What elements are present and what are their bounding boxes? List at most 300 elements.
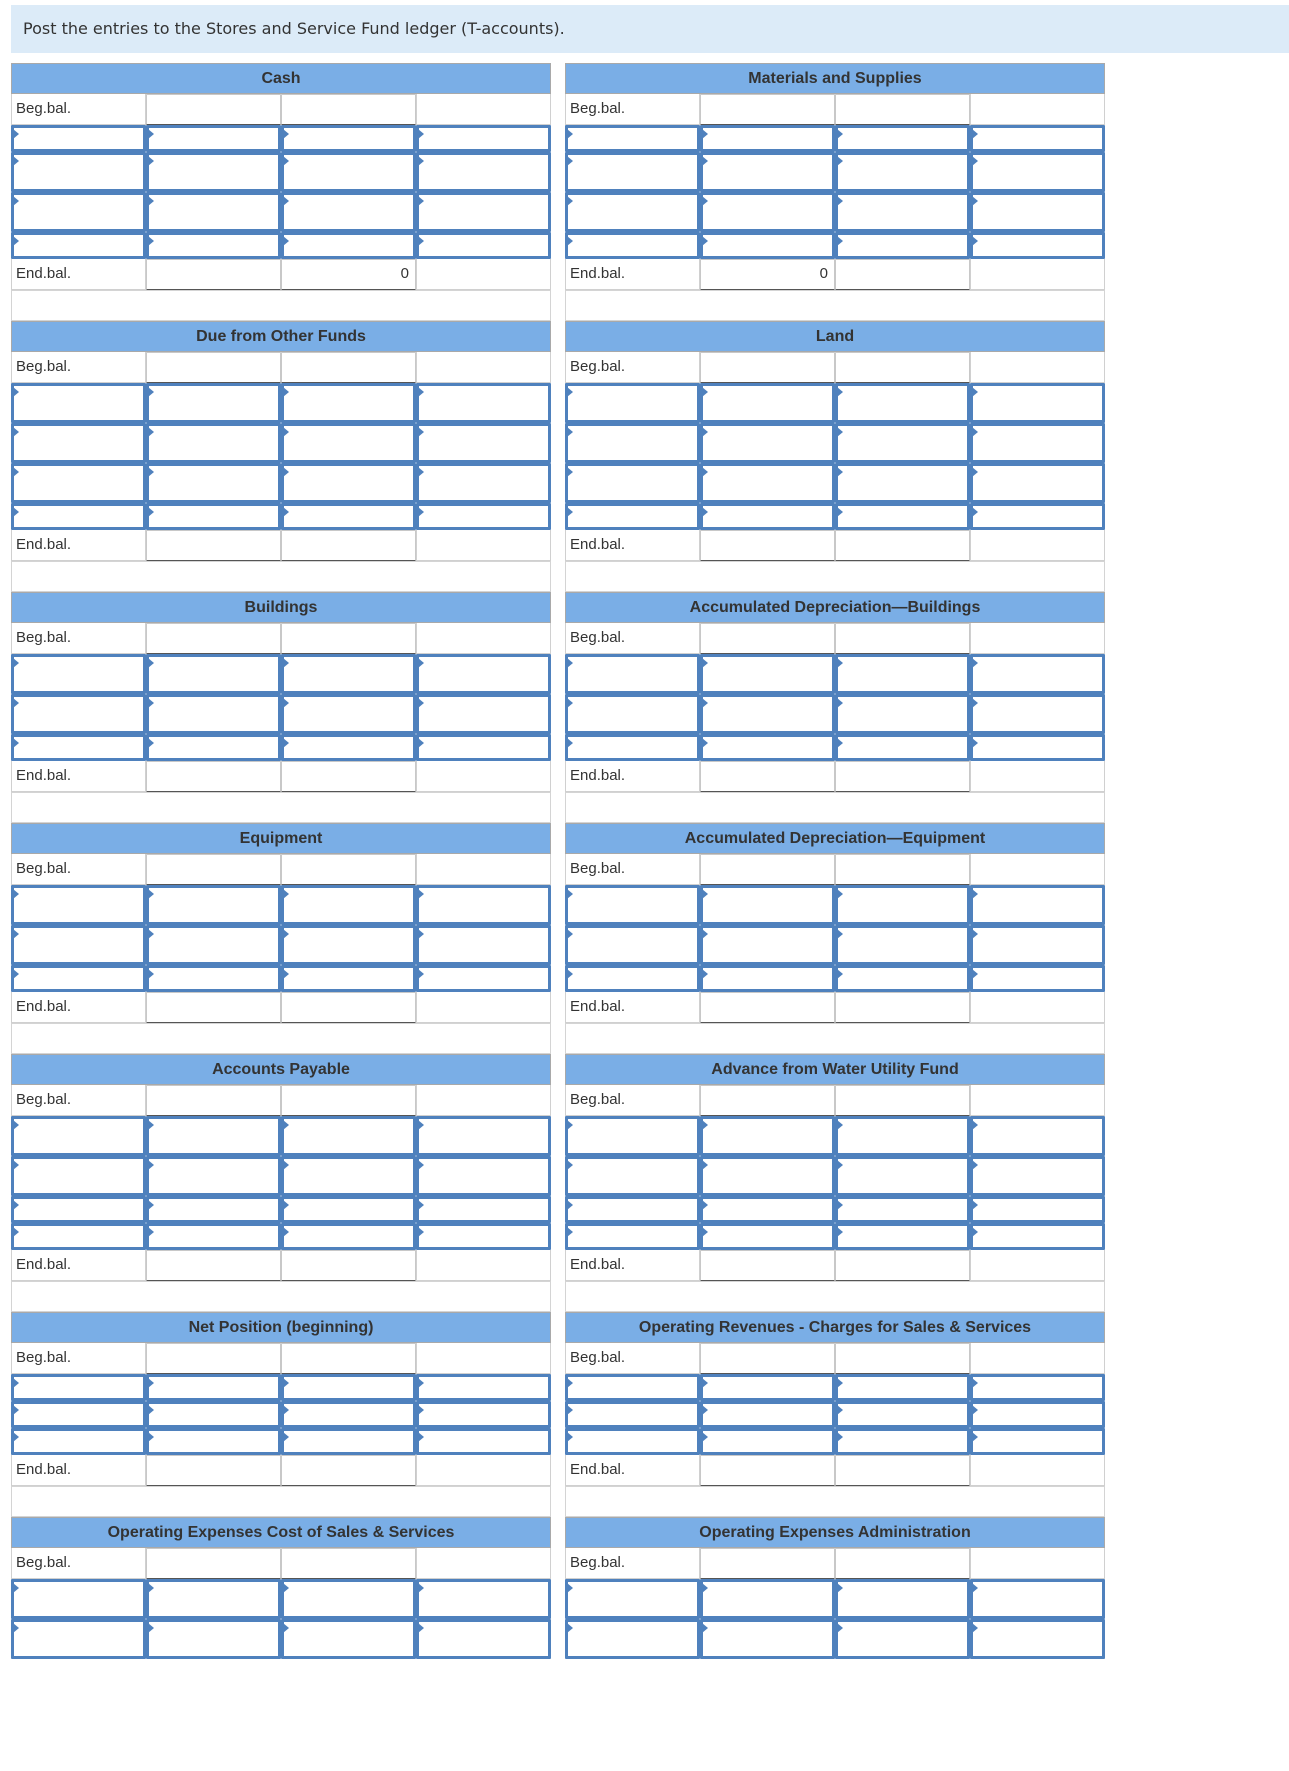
entry-ref-input[interactable]	[970, 1428, 1105, 1455]
spacer-cell	[565, 1486, 1105, 1517]
entry-debit-input[interactable]	[146, 734, 281, 761]
entry-credit-input[interactable]	[835, 463, 970, 503]
entry-credit-input[interactable]	[835, 1116, 970, 1156]
end-credit-input[interactable]	[281, 761, 416, 792]
entry-debit-input[interactable]	[700, 1619, 835, 1659]
beg-debit-input[interactable]	[700, 623, 835, 654]
entry-ref-input[interactable]	[416, 1579, 551, 1619]
end-credit-input[interactable]	[835, 1455, 970, 1486]
t-account	[11, 823, 551, 1023]
beg-balance-row	[11, 1343, 551, 1374]
account-pair	[11, 1517, 1105, 1659]
spacer-cell	[11, 1023, 551, 1054]
entry-ref-input[interactable]	[565, 1401, 700, 1428]
entry-ref-input[interactable]	[565, 423, 700, 463]
entry-ref-input[interactable]	[565, 1156, 700, 1196]
beg-credit-input[interactable]	[835, 94, 970, 125]
entry-debit-input[interactable]	[146, 503, 281, 530]
entry-ref-input[interactable]	[970, 885, 1105, 925]
entry-credit-input[interactable]	[835, 1223, 970, 1250]
entry-credit-input[interactable]	[281, 1196, 416, 1223]
entry-debit-input[interactable]	[700, 1196, 835, 1223]
entry-row	[565, 654, 1105, 694]
entry-debit-input[interactable]	[700, 1156, 835, 1196]
beg-credit-input[interactable]	[835, 1343, 970, 1374]
beg-balance-row	[565, 623, 1105, 654]
entry-credit-input[interactable]	[835, 503, 970, 530]
end-credit-input[interactable]	[281, 1250, 416, 1281]
entry-credit-input[interactable]	[281, 734, 416, 761]
beg-balance-row	[565, 94, 1105, 125]
end-balance-row	[11, 761, 551, 792]
beg-credit-input[interactable]	[835, 1548, 970, 1579]
account-title: Accumulated Depreciation—Buildings	[565, 592, 1105, 623]
entry-debit-input[interactable]	[700, 1223, 835, 1250]
entry-row	[565, 1619, 1105, 1659]
entry-debit-input[interactable]	[700, 463, 835, 503]
end-credit-input[interactable]	[281, 259, 416, 290]
end-debit-input[interactable]	[700, 761, 835, 792]
entry-ref-input[interactable]	[565, 125, 700, 152]
entry-row	[11, 1156, 551, 1196]
entry-ref-input[interactable]	[11, 1401, 146, 1428]
entry-ref-input[interactable]	[416, 885, 551, 925]
entry-ref-input[interactable]	[416, 1116, 551, 1156]
entry-ref-input[interactable]	[11, 1116, 146, 1156]
blank-cell	[970, 352, 1105, 383]
spacer-cell	[565, 1023, 1105, 1054]
entry-credit-input[interactable]	[835, 1428, 970, 1455]
entry-debit-input[interactable]	[700, 1579, 835, 1619]
entry-credit-input[interactable]	[281, 232, 416, 259]
account-pair	[11, 63, 1105, 290]
end-debit-value: 0	[819, 265, 828, 282]
entry-credit-input[interactable]	[835, 383, 970, 423]
entry-ref-input[interactable]	[11, 734, 146, 761]
entry-credit-input[interactable]	[835, 1156, 970, 1196]
entry-debit-input[interactable]	[146, 125, 281, 152]
entry-ref-input[interactable]	[416, 1196, 551, 1223]
entry-debit-input[interactable]	[146, 694, 281, 734]
entry-ref-input[interactable]	[565, 192, 700, 232]
t-account	[565, 63, 1105, 290]
entry-debit-input[interactable]	[700, 423, 835, 463]
entry-ref-input[interactable]	[416, 925, 551, 965]
entry-credit-input[interactable]	[281, 423, 416, 463]
entry-ref-input[interactable]	[11, 965, 146, 992]
entry-debit-input[interactable]	[146, 192, 281, 232]
end-credit-input[interactable]	[835, 1250, 970, 1281]
end-debit-input[interactable]	[146, 1455, 281, 1486]
entry-debit-input[interactable]	[146, 925, 281, 965]
entry-credit-input[interactable]	[835, 654, 970, 694]
entry-ref-input[interactable]	[970, 654, 1105, 694]
entry-debit-input[interactable]	[700, 965, 835, 992]
account-title: Operating Expenses Administration	[565, 1517, 1105, 1548]
entry-ref-input[interactable]	[565, 152, 700, 192]
beg-debit-input[interactable]	[700, 1343, 835, 1374]
entry-debit-input[interactable]	[146, 965, 281, 992]
entry-ref-input[interactable]	[970, 1116, 1105, 1156]
entry-ref-input[interactable]	[970, 192, 1105, 232]
end-balance-row	[565, 1250, 1105, 1281]
entry-ref-input[interactable]	[565, 1619, 700, 1659]
entry-credit-input[interactable]	[835, 1374, 970, 1401]
entry-debit-input[interactable]	[700, 694, 835, 734]
entry-debit-input[interactable]	[146, 654, 281, 694]
beg-credit-input[interactable]	[281, 94, 416, 125]
end-balance-row	[11, 1455, 551, 1486]
entry-ref-input[interactable]	[416, 423, 551, 463]
entry-debit-input[interactable]	[700, 1374, 835, 1401]
entry-ref-input[interactable]	[970, 965, 1105, 992]
account-spacer	[11, 1486, 1105, 1517]
beg-credit-input[interactable]	[281, 854, 416, 885]
entry-credit-input[interactable]	[835, 885, 970, 925]
entry-ref-input[interactable]	[565, 1196, 700, 1223]
entry-credit-input[interactable]	[281, 885, 416, 925]
entry-credit-input[interactable]	[835, 1579, 970, 1619]
entry-credit-input[interactable]	[835, 694, 970, 734]
entry-ref-input[interactable]	[416, 503, 551, 530]
beg-credit-input[interactable]	[835, 1085, 970, 1116]
entry-ref-input[interactable]	[11, 152, 146, 192]
entry-ref-input[interactable]	[565, 925, 700, 965]
entry-credit-input[interactable]	[281, 383, 416, 423]
entry-debit-input[interactable]	[146, 1374, 281, 1401]
entry-ref-input[interactable]	[11, 463, 146, 503]
end-balance-label: End.bal.	[565, 761, 700, 792]
entry-ref-input[interactable]	[565, 965, 700, 992]
entry-debit-input[interactable]	[700, 232, 835, 259]
entry-credit-input[interactable]	[835, 232, 970, 259]
blank-cell	[970, 761, 1105, 792]
entry-row	[11, 503, 551, 530]
entry-credit-input[interactable]	[281, 1428, 416, 1455]
beg-debit-input[interactable]	[146, 1548, 281, 1579]
end-debit-input[interactable]	[146, 992, 281, 1023]
entry-credit-input[interactable]	[281, 694, 416, 734]
entry-ref-input[interactable]	[11, 503, 146, 530]
entry-row	[11, 1401, 551, 1428]
spacer-cell	[565, 1281, 1105, 1312]
entry-ref-input[interactable]	[970, 1156, 1105, 1196]
entry-ref-input[interactable]	[565, 734, 700, 761]
entry-ref-input[interactable]	[565, 503, 700, 530]
entry-ref-input[interactable]	[970, 1579, 1105, 1619]
beg-debit-input[interactable]	[146, 352, 281, 383]
entry-ref-input[interactable]	[11, 1428, 146, 1455]
entry-ref-input[interactable]	[970, 1196, 1105, 1223]
blank-cell	[416, 1250, 551, 1281]
entry-ref-input[interactable]	[416, 383, 551, 423]
entry-credit-input[interactable]	[281, 1156, 416, 1196]
end-balance-row	[565, 259, 1105, 290]
entry-credit-input[interactable]	[835, 734, 970, 761]
entry-credit-input[interactable]	[281, 1116, 416, 1156]
beg-balance-label: Beg.bal.	[11, 1085, 146, 1116]
entry-debit-input[interactable]	[700, 885, 835, 925]
entry-debit-input[interactable]	[700, 192, 835, 232]
entry-ref-input[interactable]	[11, 232, 146, 259]
end-credit-input[interactable]	[281, 530, 416, 561]
entry-row	[565, 694, 1105, 734]
end-debit-input[interactable]	[146, 530, 281, 561]
entry-ref-input[interactable]	[970, 1401, 1105, 1428]
entry-ref-input[interactable]	[416, 1223, 551, 1250]
entry-row	[11, 232, 551, 259]
end-credit-input[interactable]	[281, 992, 416, 1023]
entry-debit-input[interactable]	[146, 1196, 281, 1223]
entry-credit-input[interactable]	[281, 965, 416, 992]
beg-credit-input[interactable]	[835, 623, 970, 654]
entry-ref-input[interactable]	[11, 125, 146, 152]
end-credit-input[interactable]	[281, 1455, 416, 1486]
entry-ref-input[interactable]	[970, 1223, 1105, 1250]
beg-debit-input[interactable]	[700, 94, 835, 125]
entry-debit-input[interactable]	[146, 1428, 281, 1455]
end-debit-input[interactable]	[700, 530, 835, 561]
entry-credit-input[interactable]	[281, 152, 416, 192]
entry-debit-input[interactable]	[700, 125, 835, 152]
entry-row	[565, 1196, 1105, 1223]
entry-ref-input[interactable]	[970, 503, 1105, 530]
entry-credit-input[interactable]	[281, 503, 416, 530]
beg-debit-input[interactable]	[146, 94, 281, 125]
end-debit-input[interactable]	[700, 259, 835, 290]
t-account	[565, 823, 1105, 1023]
entry-credit-input[interactable]	[835, 1401, 970, 1428]
entry-row	[11, 125, 551, 152]
entry-credit-input[interactable]	[281, 925, 416, 965]
entry-ref-input[interactable]	[11, 383, 146, 423]
entry-debit-input[interactable]	[700, 1428, 835, 1455]
beg-balance-row	[565, 352, 1105, 383]
end-credit-input[interactable]	[835, 761, 970, 792]
entry-ref-input[interactable]	[565, 1428, 700, 1455]
entry-credit-input[interactable]	[281, 654, 416, 694]
beg-credit-input[interactable]	[835, 854, 970, 885]
entry-ref-input[interactable]	[416, 1428, 551, 1455]
entry-ref-input[interactable]	[416, 654, 551, 694]
entry-debit-input[interactable]	[146, 383, 281, 423]
beg-debit-input[interactable]	[700, 854, 835, 885]
beg-balance-label: Beg.bal.	[11, 352, 146, 383]
entry-debit-input[interactable]	[146, 463, 281, 503]
end-debit-input[interactable]	[146, 1250, 281, 1281]
entry-debit-input[interactable]	[146, 1116, 281, 1156]
end-credit-input[interactable]	[835, 530, 970, 561]
entry-row	[11, 152, 551, 192]
entry-ref-input[interactable]	[416, 694, 551, 734]
entry-ref-input[interactable]	[565, 654, 700, 694]
entry-ref-input[interactable]	[416, 1401, 551, 1428]
blank-cell	[416, 1343, 551, 1374]
entry-debit-input[interactable]	[146, 1579, 281, 1619]
beg-credit-input[interactable]	[281, 1548, 416, 1579]
entry-debit-input[interactable]	[700, 1116, 835, 1156]
entry-credit-input[interactable]	[835, 925, 970, 965]
entry-ref-input[interactable]	[416, 1156, 551, 1196]
entry-ref-input[interactable]	[416, 965, 551, 992]
beg-debit-input[interactable]	[700, 352, 835, 383]
entry-ref-input[interactable]	[565, 232, 700, 259]
entry-credit-input[interactable]	[835, 423, 970, 463]
account-title: Buildings	[11, 592, 551, 623]
entry-ref-input[interactable]	[970, 463, 1105, 503]
entry-ref-input[interactable]	[11, 192, 146, 232]
entry-ref-input[interactable]	[565, 694, 700, 734]
beg-balance-row	[11, 623, 551, 654]
entry-row	[565, 423, 1105, 463]
beg-debit-input[interactable]	[146, 1085, 281, 1116]
entry-credit-input[interactable]	[281, 1401, 416, 1428]
entry-ref-input[interactable]	[416, 1374, 551, 1401]
entry-credit-input[interactable]	[835, 152, 970, 192]
entry-row	[11, 192, 551, 232]
end-debit-input[interactable]	[700, 992, 835, 1023]
account-spacer	[11, 1023, 1105, 1054]
entry-ref-input[interactable]	[970, 1374, 1105, 1401]
end-debit-input[interactable]	[146, 259, 281, 290]
blank-cell	[970, 530, 1105, 561]
beg-debit-input[interactable]	[700, 1548, 835, 1579]
entry-ref-input[interactable]	[11, 1156, 146, 1196]
entry-credit-input[interactable]	[835, 965, 970, 992]
entry-credit-input[interactable]	[835, 125, 970, 152]
entry-debit-input[interactable]	[700, 925, 835, 965]
beg-debit-input[interactable]	[700, 1085, 835, 1116]
entry-row	[565, 925, 1105, 965]
entry-ref-input[interactable]	[416, 232, 551, 259]
end-balance-label: End.bal.	[565, 992, 700, 1023]
entry-ref-input[interactable]	[565, 885, 700, 925]
beg-credit-input[interactable]	[281, 1085, 416, 1116]
account-title: Operating Expenses Cost of Sales & Services	[11, 1517, 551, 1548]
t-accounts-grid	[11, 63, 1105, 1659]
entry-row	[565, 1156, 1105, 1196]
entry-ref-input[interactable]	[11, 1374, 146, 1401]
entry-ref-input[interactable]	[970, 1619, 1105, 1659]
entry-debit-input[interactable]	[700, 1401, 835, 1428]
entry-row	[11, 694, 551, 734]
entry-debit-input[interactable]	[146, 152, 281, 192]
blank-cell	[416, 1085, 551, 1116]
entry-ref-input[interactable]	[11, 694, 146, 734]
entry-debit-input[interactable]	[146, 1223, 281, 1250]
entry-credit-input[interactable]	[281, 1374, 416, 1401]
entry-debit-input[interactable]	[700, 152, 835, 192]
entry-debit-input[interactable]	[146, 423, 281, 463]
beg-credit-input[interactable]	[281, 1343, 416, 1374]
entry-debit-input[interactable]	[146, 1401, 281, 1428]
entry-ref-input[interactable]	[970, 925, 1105, 965]
t-account	[11, 63, 551, 290]
beg-debit-input[interactable]	[146, 854, 281, 885]
entry-row	[11, 965, 551, 992]
end-balance-label: End.bal.	[11, 259, 146, 290]
account-title: Advance from Water Utility Fund	[565, 1054, 1105, 1085]
entry-ref-input[interactable]	[970, 152, 1105, 192]
entry-ref-input[interactable]	[565, 463, 700, 503]
entry-ref-input[interactable]	[970, 125, 1105, 152]
entry-ref-input[interactable]	[970, 383, 1105, 423]
end-debit-input[interactable]	[700, 1455, 835, 1486]
entry-ref-input[interactable]	[11, 1619, 146, 1659]
entry-ref-input[interactable]	[970, 694, 1105, 734]
blank-cell	[416, 94, 551, 125]
spacer-cell	[565, 561, 1105, 592]
entry-ref-input[interactable]	[11, 925, 146, 965]
entry-debit-input[interactable]	[700, 734, 835, 761]
entry-debit-input[interactable]	[700, 654, 835, 694]
entry-ref-input[interactable]	[565, 1223, 700, 1250]
end-credit-input[interactable]	[835, 992, 970, 1023]
entry-ref-input[interactable]	[11, 423, 146, 463]
entry-debit-input[interactable]	[700, 383, 835, 423]
entry-ref-input[interactable]	[11, 1579, 146, 1619]
entry-ref-input[interactable]	[11, 885, 146, 925]
end-debit-input[interactable]	[700, 1250, 835, 1281]
beg-credit-input[interactable]	[281, 352, 416, 383]
entry-ref-input[interactable]	[416, 463, 551, 503]
entry-ref-input[interactable]	[970, 734, 1105, 761]
entry-debit-input[interactable]	[146, 232, 281, 259]
entry-credit-input[interactable]	[281, 1579, 416, 1619]
end-debit-input[interactable]	[146, 761, 281, 792]
entry-credit-input[interactable]	[281, 1223, 416, 1250]
entry-ref-input[interactable]	[11, 654, 146, 694]
end-credit-input[interactable]	[835, 259, 970, 290]
entry-ref-input[interactable]	[565, 1374, 700, 1401]
entry-debit-input[interactable]	[146, 885, 281, 925]
entry-debit-input[interactable]	[146, 1156, 281, 1196]
entry-ref-input[interactable]	[565, 1116, 700, 1156]
entry-ref-input[interactable]	[416, 734, 551, 761]
end-balance-row	[565, 1455, 1105, 1486]
entry-credit-input[interactable]	[281, 1619, 416, 1659]
account-pair	[11, 1054, 1105, 1281]
t-account	[11, 1517, 551, 1659]
entry-debit-input[interactable]	[146, 1619, 281, 1659]
beg-credit-input[interactable]	[281, 623, 416, 654]
entry-credit-input[interactable]	[835, 1619, 970, 1659]
beg-credit-input[interactable]	[835, 352, 970, 383]
instruction-text: Post the entries to the Stores and Service Fund ledger (T-accounts).	[23, 19, 565, 38]
entry-credit-input[interactable]	[281, 192, 416, 232]
entry-ref-input[interactable]	[416, 192, 551, 232]
beg-debit-input[interactable]	[146, 623, 281, 654]
entry-row	[565, 1223, 1105, 1250]
entry-ref-input[interactable]	[11, 1196, 146, 1223]
entry-credit-input[interactable]	[835, 1196, 970, 1223]
entry-ref-input[interactable]	[416, 152, 551, 192]
entry-credit-input[interactable]	[281, 463, 416, 503]
entry-ref-input[interactable]	[11, 1223, 146, 1250]
entry-ref-input[interactable]	[416, 1619, 551, 1659]
entry-ref-input[interactable]	[970, 423, 1105, 463]
entry-ref-input[interactable]	[565, 1579, 700, 1619]
entry-ref-input[interactable]	[565, 383, 700, 423]
entry-ref-input[interactable]	[970, 232, 1105, 259]
entry-ref-input[interactable]	[416, 125, 551, 152]
entry-row	[11, 1428, 551, 1455]
entry-credit-input[interactable]	[281, 125, 416, 152]
entry-row	[11, 463, 551, 503]
beg-debit-input[interactable]	[146, 1343, 281, 1374]
entry-credit-input[interactable]	[835, 192, 970, 232]
entry-debit-input[interactable]	[700, 503, 835, 530]
